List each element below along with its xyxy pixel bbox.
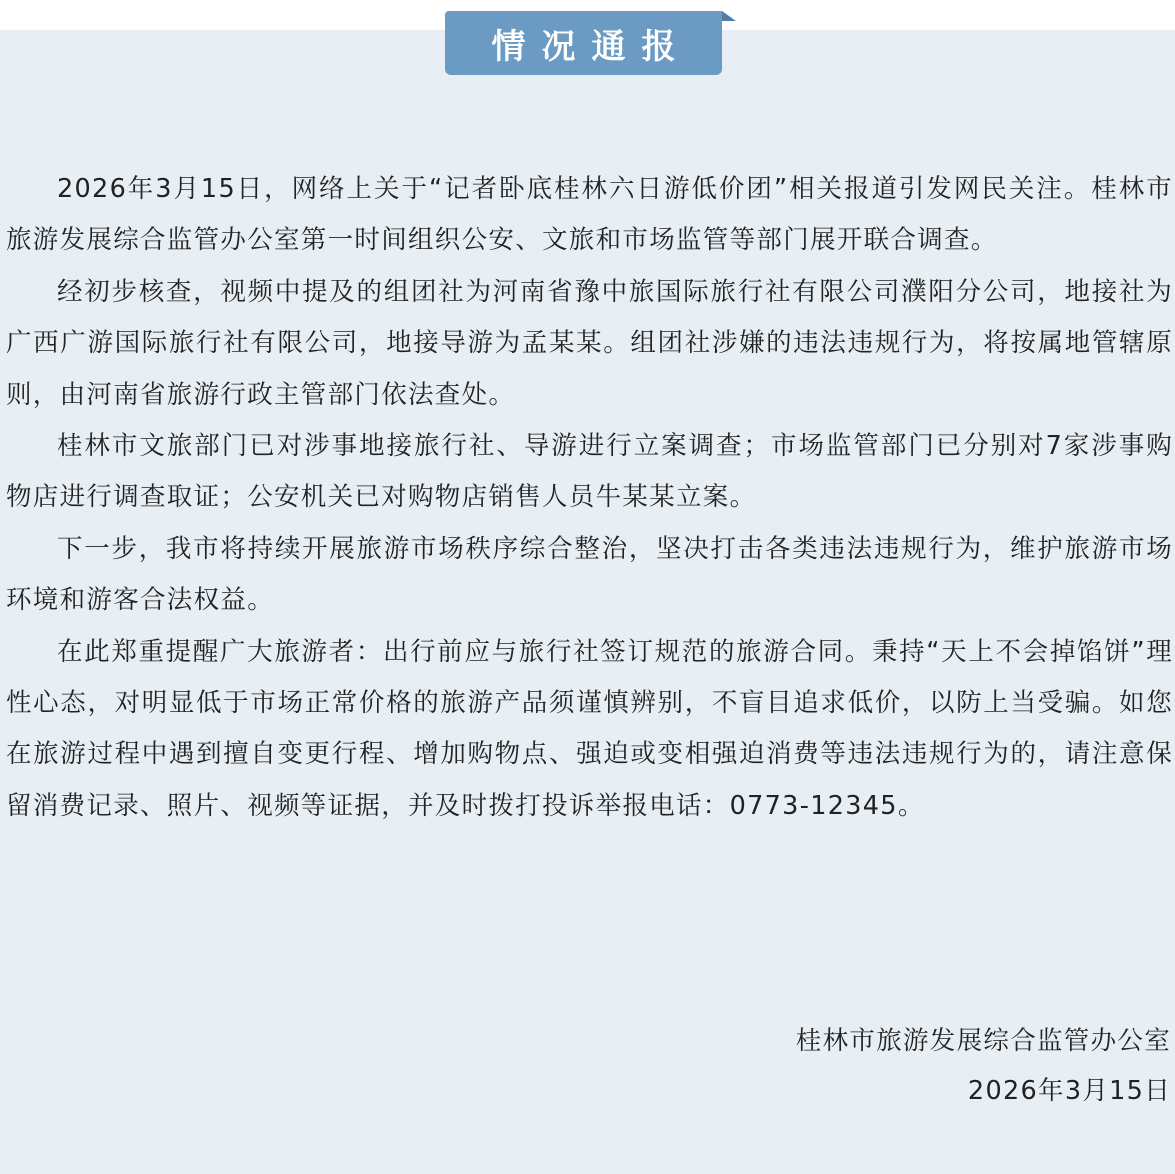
paragraph-investigation: 经初步核查，视频中提及的组团社为河南省豫中旅国际旅行社有限公司濮阳分公司，地接社为广西广游国际旅行社有限公司，地接导游为孟某某。组团社涉嫌的违法违规行为，将按属地管辖原则，由河南省旅游行政主管部门依法查处。 xyxy=(6,276,1173,410)
paragraph-reminder: 在此郑重提醒广大旅游者：出行前应与旅行社签订规范的旅游合同。秉持“天上不会掉馅饼”理性心态，对明显低于市场正常价格的旅游产品须谨慎辨别，不盲目追求低价，以防上当受骗。如您在旅游过程中遇到擅自变更行程、增加购物点、强迫或变相强迫消费等违法违规行为的，请注意保留消费记录、照片、视频等证据，并及时拨打投诉举报电话：0773-12345。 xyxy=(6,636,1173,821)
page-title: 情况通报 xyxy=(491,26,692,67)
paragraph-actions: 桂林市文旅部门已对涉事地接旅行社、导游进行立案调查；市场监管部门已分别对7家涉事购物店进行调查取证；公安机关已对购物店销售人员牛某某立案。 xyxy=(6,431,1173,513)
signature-date: 2026年3月15日 xyxy=(967,1076,1171,1106)
notice-body xyxy=(6,164,1173,832)
title-banner xyxy=(445,11,722,75)
signature-block xyxy=(796,1016,1171,1116)
paragraph-next-steps: 下一步，我市将持续开展旅游市场秩序综合整治，坚决打击各类违法违规行为，维护旅游市场环境和游客合法权益。 xyxy=(6,533,1173,616)
paragraph-incident: 2026年3月15日，网络上关于“记者卧底桂林六日游低价团”相关报道引发网民关注。桂林市旅游发展综合监管办公室第一时间组织公安、文旅和市场监管等部门展开联合调查。 xyxy=(6,174,1173,256)
signature-organization: 桂林市旅游发展综合监管办公室 xyxy=(795,1026,1171,1056)
